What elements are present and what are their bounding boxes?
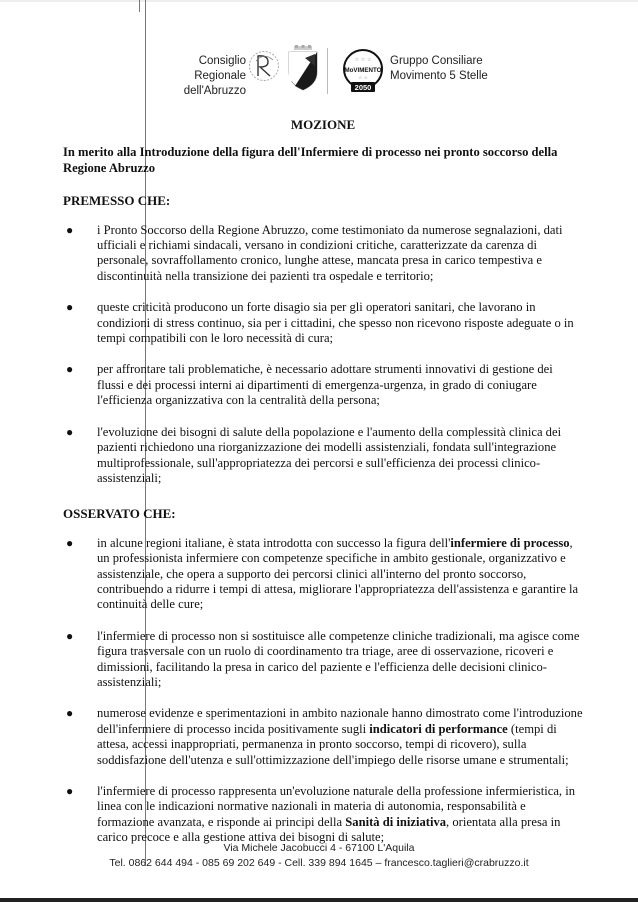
emphasis-infermiere-di-processo: infermiere di processo	[450, 535, 570, 550]
list-item: ● i Pronto Soccorso della Regione Abruzzo, come testimoniato da numerose segnalazioni, dati ufficiali e richiami sindacali, versano in condizioni critiche, caratterizzate da carenza di personale, sovraffollamento cronico, lunghe attese, mancata presa in carico tempestiva e discontinuità nella transizione dei pazienti tra ospedale e territorio;	[66, 222, 563, 283]
regione-abruzzo-emblem-icon	[283, 44, 323, 92]
premesso-list	[63, 223, 583, 487]
list-item: ● l'evoluzione dei bisogni di salute della popolazione e l'aumento della complessità clinica dei pazienti richiedono una riorganizzazione dei modelli assistenziali, fondata sull'integrazione multiprofessionale, sull'appropriatezza dei percorsi e sull'efficienza dei processi clinico-assistenziali;	[66, 424, 562, 485]
document-title: MOZIONE	[290, 117, 356, 132]
list-item: ● in alcune regioni italiane, è stata introdotta con successo la figura dell'infermiere di processo, un professionista infermiere con competenze specifiche in ambito gestionale, organizzativo e assistenziale, che opera a supporto dei percorsi clinici all'interno del pronto soccorso, contribuendo a ridurre i tempi di attesa, migliorare l'appropriatezza dell'assistenza e garantire la continuità delle cure;	[66, 535, 579, 612]
list-item: ● queste criticità producono un forte disagio sia per gli operatori sanitari, che lavorano in condizioni di stress continuo, sia per i cittadini, che spesso non ricevono risposte adeguate o in tempi compatibili con le loro necessità di cura;	[66, 300, 574, 346]
bullet-icon: ●	[66, 362, 74, 377]
footer-address: Via Michele Jacobucci 4 - 67100 L'Aquila	[223, 842, 415, 854]
bullet-icon: ●	[66, 628, 74, 643]
bullet-icon: ●	[66, 300, 74, 315]
emphasis-sanita-di-iniziativa: Sanità di iniziativa	[345, 814, 447, 829]
consiglio-regionale-seal-icon	[248, 46, 280, 86]
bullet-icon: ●	[66, 535, 74, 550]
motion-document	[63, 117, 583, 862]
bullet-icon: ●	[66, 424, 74, 439]
scan-fold-line-short	[139, 0, 140, 12]
list-item: ● l'infermiere di processo non si sostituisce alle competenze cliniche tradizionali, ma agisce come figura trasversale con un ruolo di coordinamento tra triage, aree di osservazione, ricoveri e dimissioni, facilitando la presa in carico del paziente e l'efficienza delle decisioni clinico-assistenziali;	[66, 628, 580, 689]
svg-text:2050: 2050	[354, 83, 372, 92]
bullet-icon: ●	[66, 222, 74, 237]
header-divider	[327, 48, 328, 94]
consiglio-regionale-label: Consiglio Regionale dell'Abruzzo	[183, 55, 246, 97]
scan-top-edge	[0, 0, 638, 2]
bullet-icon: ●	[66, 706, 74, 721]
premesso-heading: PREMESSO CHE:	[63, 193, 171, 209]
svg-text:MoVIMENTO: MoVIMENTO	[344, 67, 382, 74]
list-item: ● per affrontare tali problematiche, è necessario adottare strumenti innovativi di gestione dei flussi e dei processi interni ai dipartimenti di emergenza-urgenza, in grado di coniugare l'efficienza organizzativa con la centralità della persona;	[66, 362, 553, 408]
osservato-list	[63, 536, 583, 846]
svg-text:☆ ☆: ☆ ☆	[358, 76, 368, 81]
footer-contacts: Tel. 0862 644 494 - 085 69 202 649 - Cell. 339 894 1645 – francesco.taglieri@crabruzzo.it	[109, 857, 529, 869]
svg-text:☆ ☆ ☆: ☆ ☆ ☆	[354, 57, 372, 63]
osservato-heading: OSSERVATO CHE:	[63, 506, 176, 522]
gruppo-consiliare-label: Gruppo Consiliare Movimento 5 Stelle	[390, 55, 488, 82]
letterhead	[0, 44, 638, 100]
list-item: ● numerose evidenze e sperimentazioni in ambito nazionale hanno dimostrato come l'introduzione dell'infermiere di processo incida positivamente sugli indicatori di performance (tempi di attesa, accessi inappropriati, permanenza in pronto soccorso, tempi di ricovero), sulla soddisfazione dell'utenza e sull'ottimizzazione dell'impiego delle risorse umane e strumentali;	[66, 706, 583, 767]
movimento-5-stelle-logo-icon	[342, 48, 384, 94]
document-subject: In merito alla Introduzione della figura dell'Infermiere di processo nei pronto soccorso della Regione Abruzzo	[63, 145, 558, 175]
list-item: ● l'infermiere di processo rappresenta un'evoluzione naturale della professione infermieristica, in linea con le indicazioni normative nazionali in materia di autonomia, responsabilità e formazione avanzata, e risponde ai principi della Sanità di iniziativa, orientata alla presa in carico precoce e alla gestione attiva dei bisogni di salute;	[66, 784, 576, 845]
bullet-icon: ●	[66, 784, 74, 798]
scan-bottom-edge	[0, 898, 638, 902]
emphasis-indicatori-di-performance: indicatori di performance	[369, 721, 508, 736]
